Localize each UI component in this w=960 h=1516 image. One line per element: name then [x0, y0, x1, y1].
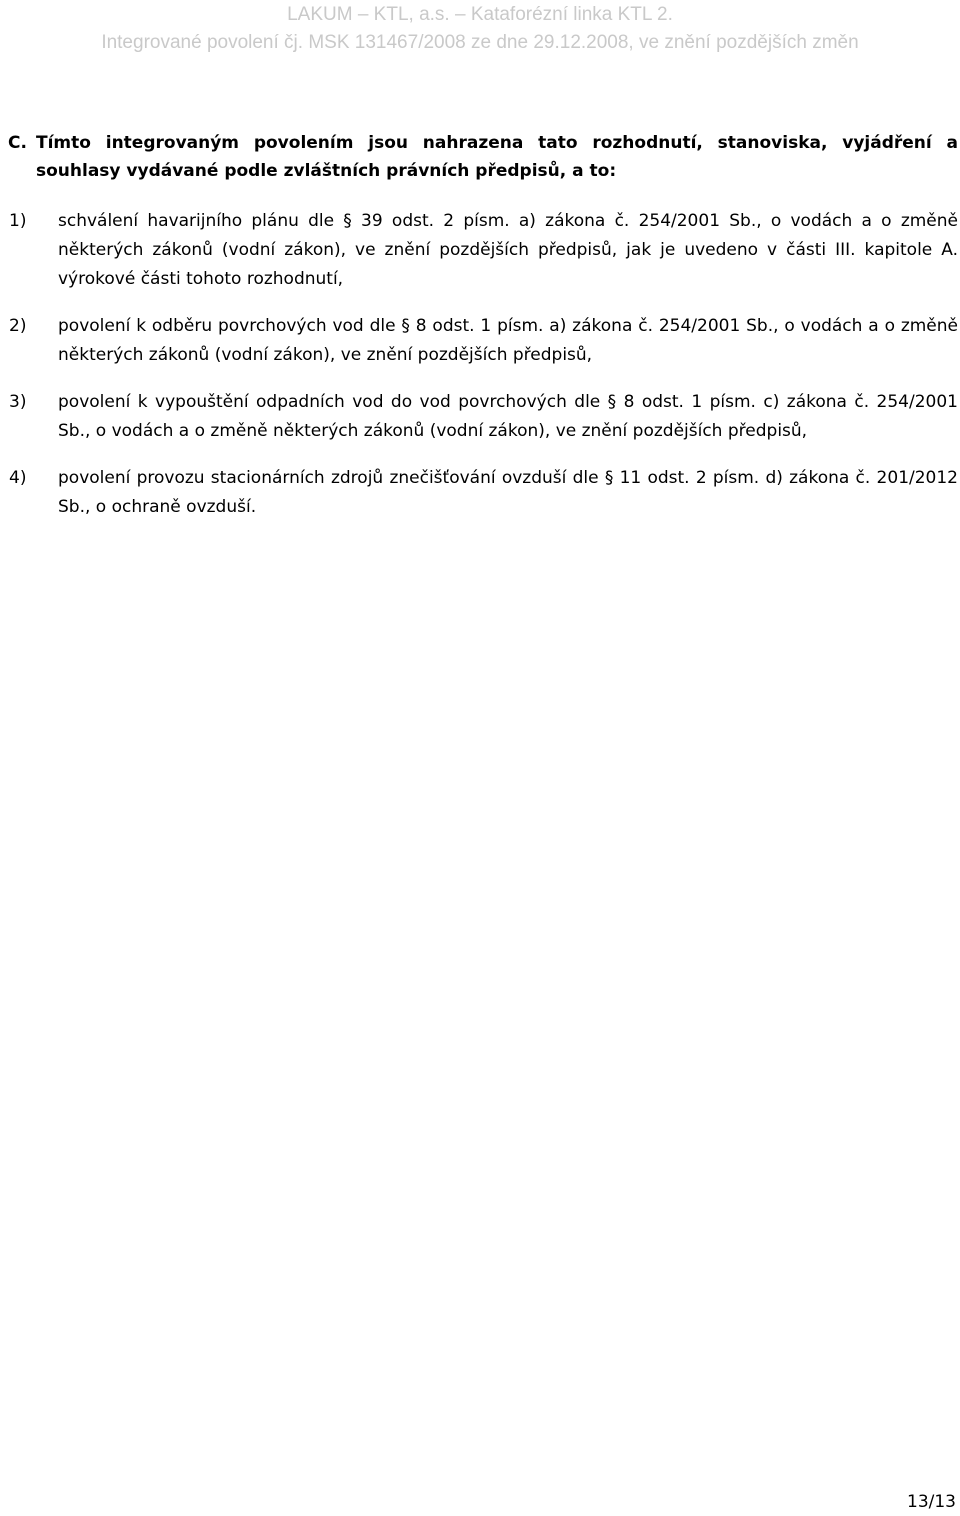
list-item-text: schválení havarijního plánu dle § 39 odst. 2 písm. a) zákona č. 254/2001 Sb., o vodách a o změně některých zákonů (vodní zákon), ve znění pozdějších předpisů, jak je uvedeno v části III. kapitole A. výrokové části tohoto rozhodnutí, — [58, 211, 958, 289]
section-heading — [8, 129, 958, 185]
list-item-number: 1) — [9, 211, 27, 231]
list-item-number: 2) — [9, 316, 27, 336]
section-letter: C. — [8, 133, 27, 153]
header-company-line: LAKUM – KTL, a.s. – Kataforézní linka KTL 2. — [287, 4, 673, 25]
list-item-text: povolení k vypouštění odpadních vod do vod povrchových dle § 8 odst. 1 písm. c) zákona č. 254/2001 Sb., o vodách a o změně některých zákonů (vodní zákon), ve znění pozdějších předpisů, — [58, 392, 958, 441]
list-item-number: 3) — [9, 392, 27, 412]
list-item-text: povolení k odběru povrchových vod dle § 8 odst. 1 písm. a) zákona č. 254/2001 Sb., o vodách a o změně některých zákonů (vodní zákon), ve znění pozdějších předpisů, — [58, 316, 958, 365]
list-item-number: 4) — [9, 468, 27, 488]
list-item — [8, 207, 958, 294]
list-item — [8, 464, 958, 522]
list-item — [8, 388, 958, 446]
document-body — [8, 129, 958, 540]
replaced-decisions-list — [8, 207, 958, 522]
list-item-text: povolení provozu stacionárních zdrojů znečišťování ovzduší dle § 11 odst. 2 písm. d) zákona č. 201/2012 Sb., o ochraně ovzduší. — [58, 468, 958, 517]
header-permit-line: Integrované povolení čj. MSK 131467/2008 ze dne 29.12.2008, ve znění pozdějších změn — [101, 32, 859, 53]
section-title: Tímto integrovaným povolením jsou nahrazena tato rozhodnutí, stanoviska, vyjádření a souhlasy vydávané podle zvláštních právních předpisů, a to: — [36, 133, 958, 181]
page-header — [0, 0, 960, 57]
page-number: 13/13 — [907, 1492, 956, 1512]
list-item — [8, 312, 958, 370]
